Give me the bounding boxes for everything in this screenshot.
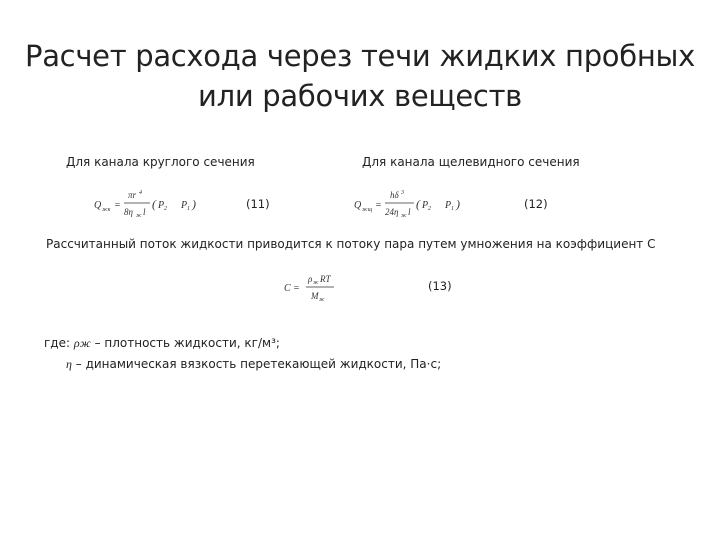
svg-text:Q: Q — [94, 200, 102, 211]
formula-12-graphic — [352, 186, 472, 222]
slit-channel-label: Для канала щелевидного сечения — [362, 155, 580, 169]
formula-13 — [282, 270, 362, 311]
where-eta-line — [66, 357, 441, 372]
svg-text:M: M — [311, 291, 319, 301]
equation-12-number: (12) — [524, 197, 548, 211]
svg-text:P: P — [422, 200, 429, 211]
svg-text:P: P — [181, 200, 188, 211]
svg-text:ж: ж — [313, 280, 319, 286]
svg-text:): ) — [192, 197, 196, 211]
slide-title — [0, 36, 720, 116]
formula-13-graphic — [282, 270, 362, 306]
svg-text:=: = — [375, 200, 382, 211]
svg-text:ρ: ρ — [308, 274, 313, 284]
rho-description: – плотность жидкости, кг/м³; — [90, 336, 280, 350]
equation-13-number: (13) — [428, 279, 452, 293]
formula-11-graphic — [92, 186, 212, 222]
svg-text:8η: 8η — [124, 207, 133, 217]
where-rho-line — [44, 336, 280, 351]
round-channel-label: Для канала круглого сечения — [66, 155, 255, 169]
title-line-2: или рабочих веществ — [198, 79, 522, 113]
svg-text:ж: ж — [319, 297, 325, 303]
svg-text:C: C — [284, 283, 291, 294]
title-line-1: Расчет расхода через течи жидких пробных — [25, 39, 695, 73]
svg-text:l: l — [143, 207, 146, 217]
svg-text:жщ: жщ — [362, 207, 373, 213]
svg-text:P: P — [158, 200, 165, 211]
svg-text:πr: πr — [128, 190, 137, 200]
svg-text:ж: ж — [136, 213, 142, 219]
formula-12 — [352, 186, 472, 227]
svg-text:l: l — [408, 207, 411, 217]
svg-text:=: = — [293, 283, 300, 294]
svg-text:(: ( — [416, 197, 420, 211]
svg-text:жк: жк — [102, 207, 111, 213]
where-prefix: где: — [44, 336, 74, 350]
rho-symbol: ρж — [73, 336, 91, 350]
svg-text:2: 2 — [164, 206, 167, 212]
svg-text:1: 1 — [187, 206, 190, 212]
equation-11-number: (11) — [246, 197, 270, 211]
eta-symbol: η — [66, 357, 72, 371]
svg-text:RT: RT — [320, 274, 331, 284]
svg-text:4: 4 — [139, 190, 142, 196]
svg-text:): ) — [456, 197, 460, 211]
svg-text:2: 2 — [428, 206, 431, 212]
svg-text:hδ: hδ — [390, 190, 399, 200]
svg-text:3: 3 — [401, 190, 404, 196]
svg-text:Q: Q — [354, 200, 362, 211]
conversion-text: Рассчитанный поток жидкости приводится к потоку пара путем умножения на коэффициент С — [46, 237, 656, 251]
svg-text:P: P — [445, 200, 452, 211]
eta-description: – динамическая вязкость перетекающей жидкости, Па·с; — [71, 357, 442, 371]
svg-text:24η: 24η — [385, 207, 399, 217]
svg-text:ж: ж — [401, 213, 407, 219]
svg-text:1: 1 — [451, 206, 454, 212]
svg-text:=: = — [114, 200, 121, 211]
svg-text:(: ( — [152, 197, 156, 211]
formula-11 — [92, 186, 212, 227]
